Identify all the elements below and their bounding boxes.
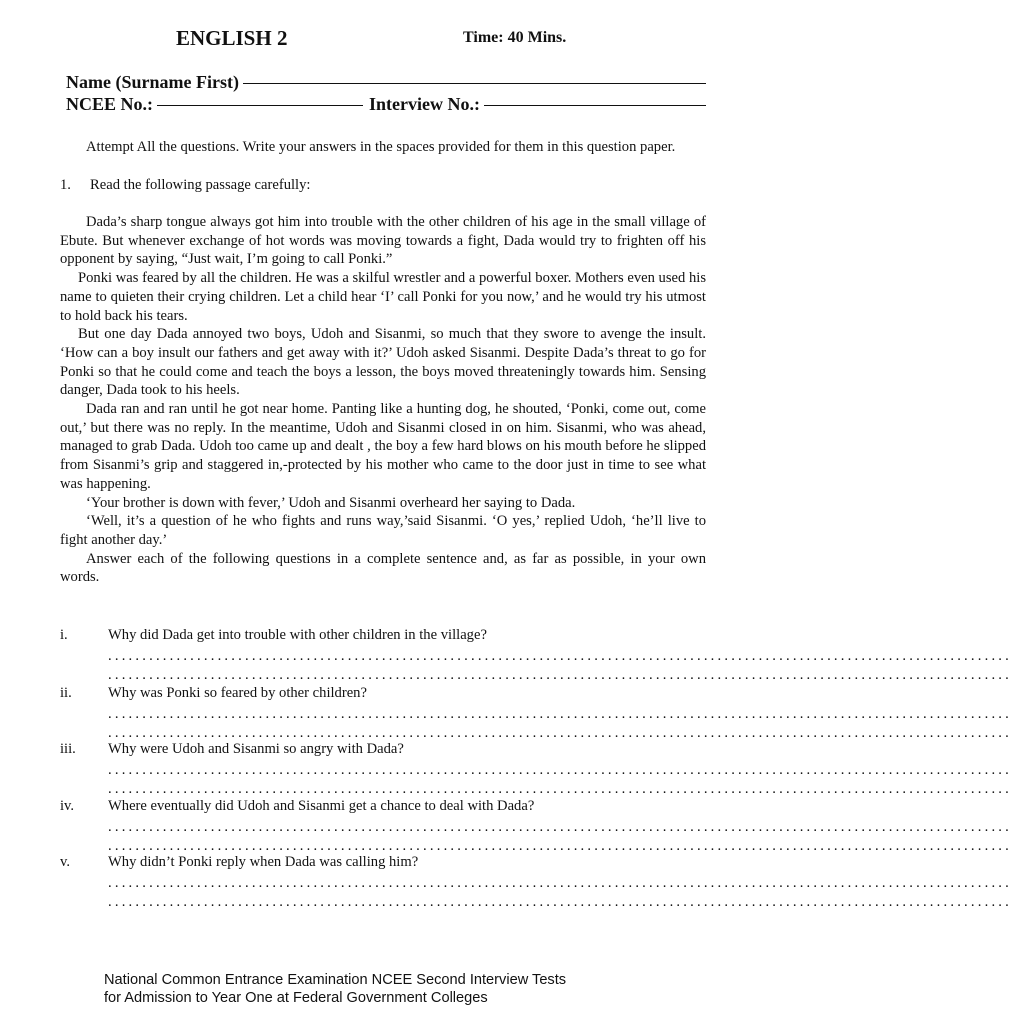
comprehension-question — [60, 685, 1012, 742]
question-1-number: 1. — [60, 177, 71, 193]
footer-line-1: National Common Entrance Examination NCEE Second Interview Tests — [104, 972, 567, 988]
footer-line-2: for Admission to Year One at Federal Government Colleges — [104, 989, 488, 1006]
comprehension-question — [60, 854, 1012, 911]
instructions — [60, 138, 706, 157]
passage-paragraph: Ponki was feared by all the children. He was a skilful wrestler and a powerful boxer. Mothers even used his name to quieten their crying children. Let a child hear ‘I’ call Ponki for you now,’ and he would try his utmost to hold back his tears. — [60, 270, 706, 324]
comprehension-question — [60, 798, 1012, 855]
interview-label: Interview No.: — [369, 94, 480, 114]
ncee-label: NCEE No.: — [66, 94, 154, 114]
question-text: Why were Udoh and Sisanmi so angry with Dada? — [108, 741, 404, 757]
question-1-heading — [60, 176, 706, 195]
answer-line[interactable]: .................................................................................................................................... — [108, 724, 1012, 741]
question-number: ii. — [60, 685, 72, 701]
question-number: iii. — [60, 741, 76, 757]
answer-line[interactable]: .................................................................................................................................... — [108, 762, 1012, 778]
ncee-answer-line — [157, 105, 363, 106]
answer-line[interactable]: .................................................................................................................................... — [108, 780, 1012, 797]
answer-line[interactable]: .................................................................................................................................... — [108, 819, 1012, 835]
answer-line[interactable]: .................................................................................................................................... — [108, 666, 1012, 683]
answer-line[interactable]: .................................................................................................................................... — [108, 837, 1012, 854]
time-allowed: Time: 40 Mins. — [463, 29, 567, 46]
passage-paragraph: ‘Well, it’s a question of he who fights and runs way,’said Sisanmi. ‘O yes,’ replied Udoh, ‘he’ll live to fight another day.’ — [60, 513, 706, 548]
passage-paragraph: Dada ran and ran until he got near home. Panting like a hunting dog, he shouted, ‘Ponki, come out, come out,’ but there was no reply. In the meantime, Udoh and Sisanmi closed in on him. Sisanmi, who was ahead, managed to grab Dada. Udoh too came up and dealt , the boy a few hard blows on his mouth before he slipped from Sisanmi’s grip and staggered in,-protected by his mother who came to the door just in time to see what was happening. — [60, 401, 706, 492]
answer-line[interactable]: .................................................................................................................................... — [108, 875, 1012, 891]
interview-answer-line — [484, 105, 706, 106]
reading-passage — [60, 213, 706, 587]
footer-note — [104, 972, 566, 1007]
answer-instructions: Answer each of the following questions in a complete sentence and, as far as possible, in your own words. — [60, 550, 706, 586]
question-text: Where eventually did Udoh and Sisanmi get a chance to deal with Dada? — [108, 798, 535, 814]
passage-paragraph: ‘Your brother is down with fever,’ Udoh and Sisanmi overheard her saying to Dada. — [86, 494, 576, 511]
question-text: Why was Ponki so feared by other children? — [108, 685, 367, 701]
name-answer-line — [243, 83, 706, 84]
instructions-text: Attempt All the questions. Write your answers in the spaces provided for them in this question paper. — [86, 139, 676, 155]
comprehension-question — [60, 627, 1012, 684]
ncee-interview-fields — [66, 94, 706, 115]
answer-line[interactable]: .................................................................................................................................... — [108, 648, 1012, 664]
question-number: i. — [60, 627, 68, 643]
answer-line[interactable]: .................................................................................................................................... — [108, 706, 1012, 722]
name-field — [66, 72, 706, 93]
question-number: v. — [60, 854, 70, 870]
comprehension-question — [60, 741, 1012, 798]
name-label: Name (Surname First) — [66, 72, 239, 92]
question-number: iv. — [60, 798, 75, 814]
passage-paragraph: Dada’s sharp tongue always got him into trouble with the other children of his age in the small village of Ebute. But whenever exchange of hot words was moving towards a fight, Dada would try to frighten off his opponent by saying, “Just wait, I’m going to call Ponki.” — [60, 214, 706, 268]
answer-line[interactable]: .................................................................................................................................... — [108, 893, 1012, 910]
question-1-prompt: Read the following passage carefully: — [90, 177, 311, 193]
question-text: Why didn’t Ponki reply when Dada was calling him? — [108, 854, 419, 870]
page-title: ENGLISH 2 — [176, 26, 288, 50]
passage-paragraph: But one day Dada annoyed two boys, Udoh and Sisanmi, so much that they swore to avenge the insult. ‘How can a boy insult our fathers and get away with it?’ Udoh asked Sisanmi. Despite Dada’s threat to go for Ponki so that he could come and teach the boys a lesson, the boys moved threateningly towards him. Sensing danger, Dada took to his heels. — [60, 326, 706, 399]
question-text: Why did Dada get into trouble with other children in the village? — [108, 627, 487, 643]
